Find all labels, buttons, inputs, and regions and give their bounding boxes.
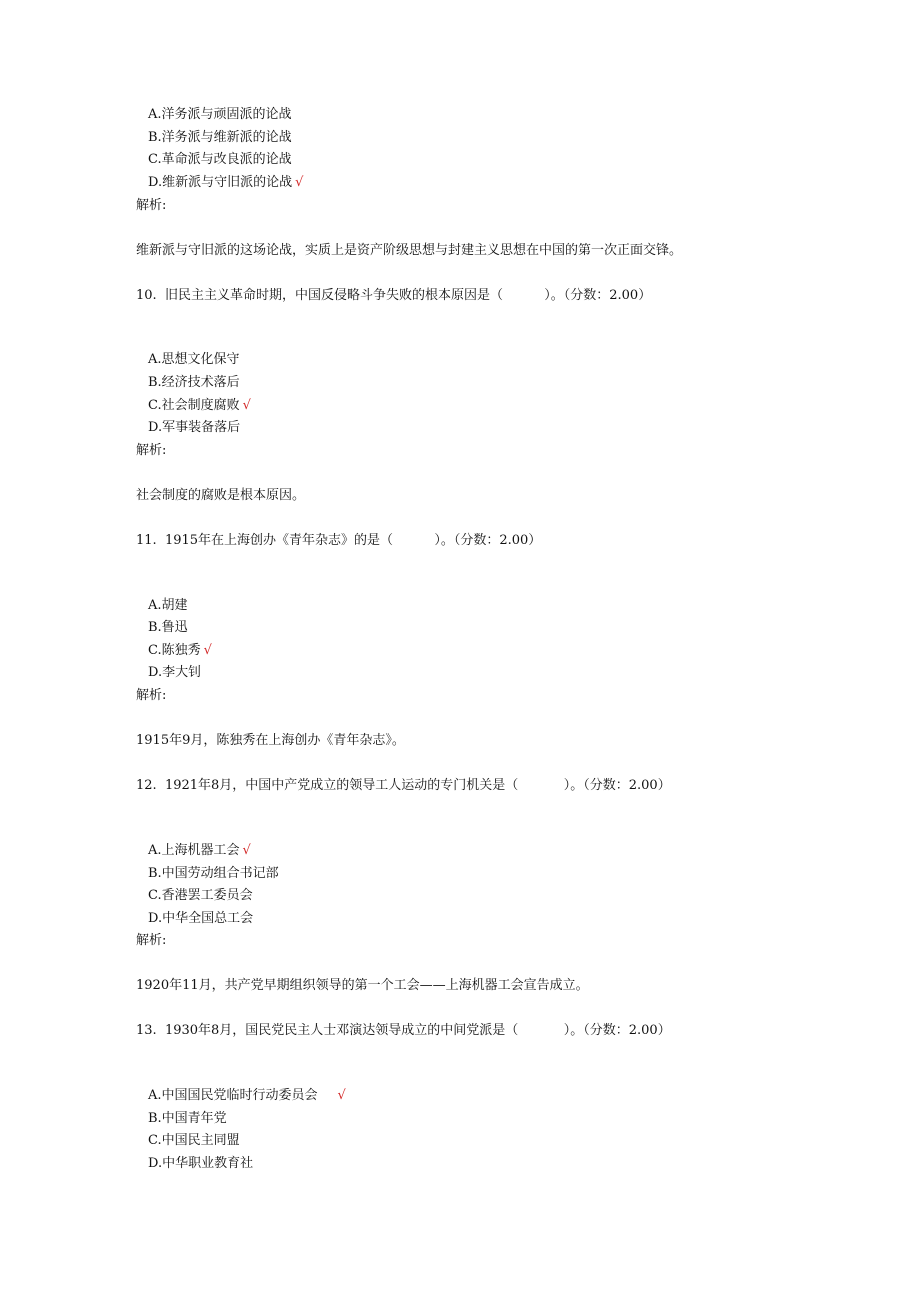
q9-option-d: D.维新派与守旧派的论战 √ [148,175,304,190]
q10-question: 10. 旧民主主义革命时期，中国反侵略斗争失败的根本原因是（ ）。（分数：2.00） [136,288,652,303]
q12-analysis-label: 解析: [136,933,167,948]
q13-option-c: C.中国民主同盟 [148,1133,240,1148]
q12-option-a: A.上海机器工会 √ [148,843,251,858]
q10-analysis-text: 社会制度的腐败是根本原因。 [136,488,306,503]
q11-option-d: D.李大钊 [148,665,202,680]
q9-analysis-text: 维新派与守旧派的这场论战，实质上是资产阶级思想与封建主义思想在中国的第一次正面交锋。 [136,243,683,258]
check-mark-icon: √ [337,1088,346,1103]
q12-analysis-text: 1920年11月，共产党早期组织领导的第一个工会——上海机器工会宣告成立。 [136,978,589,993]
q11-option-b: B.鲁迅 [148,620,188,635]
q9-option-c: C.革命派与改良派的论战 [148,152,292,167]
check-mark-icon: √ [203,643,212,658]
check-mark-icon: √ [242,843,251,858]
q11-analysis-text: 1915年9月，陈独秀在上海创办《青年杂志》。 [136,733,405,748]
q10-option-c: C.社会制度腐败 √ [148,398,251,413]
check-mark-icon: √ [242,398,251,413]
q13-option-a: A.中国国民党临时行动委员会 √ [148,1088,346,1103]
q10-option-a: A.思想文化保守 [148,352,240,367]
q13-option-b: B.中国青年党 [148,1111,227,1126]
check-mark-icon: √ [295,175,304,190]
q13-question: 13. 1930年8月，国民党民主人士邓演达领导成立的中间党派是（ ）。（分数：2.00） [136,1023,671,1038]
q11-option-a: A.胡建 [148,598,188,613]
q13-option-d: D.中华职业教育社 [148,1156,254,1171]
q12-option-c: C.香港罢工委员会 [148,888,253,903]
q11-option-c: C.陈独秀 √ [148,643,212,658]
q10-analysis-label: 解析: [136,443,167,458]
q9-option-a: A.洋务派与顽固派的论战 [148,107,292,122]
q11-question: 11. 1915年在上海创办《青年杂志》的是（ ）。（分数：2.00） [136,533,542,548]
q9-analysis-label: 解析: [136,198,167,213]
q11-analysis-label: 解析: [136,688,167,703]
q12-question: 12. 1921年8月，中国中产党成立的领导工人运动的专门机关是（ ）。（分数：2.00） [136,778,671,793]
q9-option-b: B.洋务派与维新派的论战 [148,130,292,145]
q10-option-d: D.军事装备落后 [148,420,241,435]
q12-option-b: B.中国劳动组合书记部 [148,866,279,881]
q10-option-b: B.经济技术落后 [148,375,240,390]
q12-option-d: D.中华全国总工会 [148,911,254,926]
